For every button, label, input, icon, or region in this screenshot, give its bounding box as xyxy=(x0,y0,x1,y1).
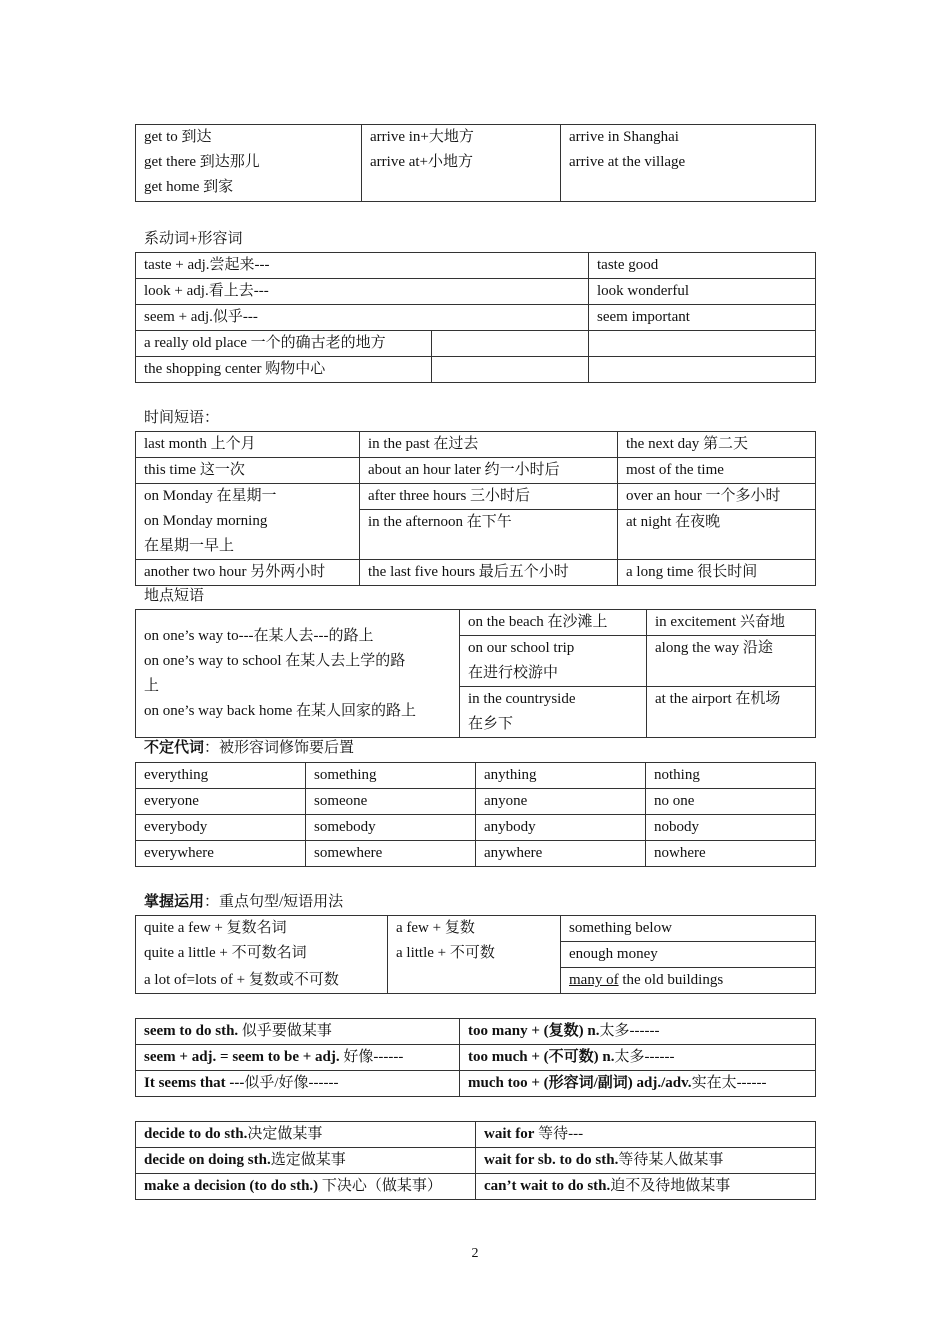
usage-table-block xyxy=(135,915,815,994)
phrase-meaning: 迫不及待地做某事 xyxy=(610,1178,731,1194)
bold-phrase: decide on doing sth. xyxy=(144,1152,271,1168)
table-cell: taste + adj.尝起来--- xyxy=(136,253,589,279)
table-cell xyxy=(460,687,647,738)
cell-line: arrive at the village xyxy=(569,154,686,170)
phrase-meaning: 好像------ xyxy=(339,1049,404,1065)
bold-phrase: much too + (形容词/副词) adj./adv. xyxy=(468,1075,692,1091)
cell-line: arrive at+小地方 xyxy=(370,154,474,170)
table-row xyxy=(136,789,816,815)
bold-phrase: decide to do sth. xyxy=(144,1126,248,1142)
pronoun-title-rest: ：被形容词修饰要后置 xyxy=(204,740,355,756)
table-cell xyxy=(136,916,388,968)
table-cell: anybody xyxy=(476,815,646,841)
bold-phrase: wait for xyxy=(484,1126,535,1142)
decide-table-block xyxy=(135,1121,815,1200)
table-row xyxy=(136,432,816,458)
seem-table-block xyxy=(135,1018,815,1097)
place-title: 地点短语 xyxy=(144,588,205,604)
table-cell: over an hour 一个多小时 xyxy=(618,484,816,510)
table-cell: this time 这一次 xyxy=(136,458,360,484)
table-cell: everywhere xyxy=(136,841,306,867)
phrase-meaning: 似乎要做某事 xyxy=(238,1023,332,1039)
bold-phrase: seem to do sth. xyxy=(144,1023,239,1039)
table-cell: nowhere xyxy=(646,841,816,867)
cell-line: on one’s way to school 在某人去上学的路 xyxy=(144,652,406,669)
place-table xyxy=(135,609,816,738)
table-cell xyxy=(136,1071,460,1097)
table-cell: someone xyxy=(306,789,476,815)
table-cell xyxy=(136,1019,460,1045)
cell-line: on one’s way back home 在某人回家的路上 xyxy=(144,702,417,719)
table-cell: seem important xyxy=(589,305,816,331)
bold-phrase: too much + (不可数) n. xyxy=(468,1049,615,1065)
phrase-meaning: 决定做某事 xyxy=(247,1126,323,1142)
cell-line: 在星期一早上 xyxy=(144,538,235,554)
table-cell xyxy=(136,1122,476,1148)
table-row xyxy=(136,1071,816,1097)
table-cell: in the past 在过去 xyxy=(360,432,618,458)
table-cell: after three hours 三小时后 xyxy=(360,484,618,510)
table-cell: the next day 第二天 xyxy=(618,432,816,458)
page-number: 2 xyxy=(471,1246,479,1261)
bold-phrase: make a decision (to do sth.) xyxy=(144,1178,319,1194)
table-row xyxy=(136,1148,816,1174)
table-cell: last month 上个月 xyxy=(136,432,360,458)
pronoun-title xyxy=(144,737,354,759)
decide-table xyxy=(135,1121,816,1200)
phrase-rest: the old buildings xyxy=(618,972,724,988)
table-cell: taste good xyxy=(589,253,816,279)
table-row xyxy=(136,305,816,331)
table-cell: anyone xyxy=(476,789,646,815)
table-cell: at the airport 在机场 xyxy=(647,687,816,738)
phrase-meaning: 太多------ xyxy=(599,1023,660,1039)
table-cell: something xyxy=(306,763,476,789)
table-cell xyxy=(460,636,647,687)
table-cell xyxy=(460,1019,816,1045)
table-cell xyxy=(476,1122,816,1148)
table-cell: on the beach 在沙滩上 xyxy=(460,610,647,636)
table-cell xyxy=(136,1148,476,1174)
phrase-meaning: 下决心（做某事） xyxy=(318,1178,442,1194)
arrive-table xyxy=(135,124,816,202)
table-row xyxy=(136,279,816,305)
cell-line: quite a few + 复数名词 xyxy=(144,920,287,936)
cell-line: get home 到家 xyxy=(144,179,234,195)
table-cell xyxy=(136,1045,460,1071)
table-row xyxy=(136,560,816,586)
pronoun-table xyxy=(135,762,816,867)
table-row xyxy=(136,484,816,510)
phrase-meaning: 似乎/好像------ xyxy=(244,1075,339,1091)
table-row xyxy=(136,331,816,357)
table-cell: everyone xyxy=(136,789,306,815)
phrase-meaning: 太多------ xyxy=(614,1049,675,1065)
table-cell xyxy=(561,968,816,994)
usage-title xyxy=(144,891,343,913)
table-cell: seem + adj.似乎--- xyxy=(136,305,589,331)
table-cell: everybody xyxy=(136,815,306,841)
bold-phrase: It seems that --- xyxy=(144,1075,245,1091)
table-cell: a long time 很长时间 xyxy=(618,560,816,586)
time-table xyxy=(135,431,816,586)
cell-line: get there 到达那儿 xyxy=(144,154,260,170)
table-row xyxy=(136,610,816,636)
table-cell: most of the time xyxy=(618,458,816,484)
table-cell: somebody xyxy=(306,815,476,841)
table-cell: no one xyxy=(646,789,816,815)
table-row xyxy=(136,1174,816,1200)
table-cell xyxy=(460,1045,816,1071)
bold-phrase: too many + (复数) n. xyxy=(468,1023,600,1039)
usage-title-bold: 掌握运用 xyxy=(144,894,205,910)
table-cell: in excitement 兴奋地 xyxy=(647,610,816,636)
time-title: 时间短语： xyxy=(144,410,220,426)
linking-table xyxy=(135,252,816,383)
underlined-phrase: many of xyxy=(569,972,619,988)
table-cell: somewhere xyxy=(306,841,476,867)
table-row xyxy=(136,841,816,867)
table-row xyxy=(136,1045,816,1071)
cell-line: on one’s way to---在某人去---的路上 xyxy=(144,627,374,644)
table-row xyxy=(136,253,816,279)
cell-line: get to 到达 xyxy=(144,129,212,145)
place-table-block xyxy=(135,609,815,738)
table-cell xyxy=(589,357,816,383)
table-cell: everything xyxy=(136,763,306,789)
linking-table-block xyxy=(135,252,815,383)
table-cell: the last five hours 最后五个小时 xyxy=(360,560,618,586)
table-cell xyxy=(136,610,460,738)
table-cell: in the afternoon 在下午 xyxy=(360,510,618,560)
cell-line: arrive in+大地方 xyxy=(370,129,474,145)
cell-line: in the countryside xyxy=(468,691,576,707)
pronoun-title-bold: 不定代词 xyxy=(144,740,205,756)
table-cell: look wonderful xyxy=(589,279,816,305)
table-cell: look + adj.看上去--- xyxy=(136,279,589,305)
cell-line: on Monday morning xyxy=(144,513,268,529)
table-cell: nothing xyxy=(646,763,816,789)
table-cell: along the way 沿途 xyxy=(647,636,816,687)
time-table-block xyxy=(135,431,815,586)
table-cell: at night 在夜晚 xyxy=(618,510,816,560)
cell-line: arrive in Shanghai xyxy=(569,129,679,145)
table-cell xyxy=(561,125,816,202)
bold-phrase: seem + adj. = seem to be + adj. xyxy=(144,1049,340,1065)
cell-line: on Monday 在星期一 xyxy=(144,488,277,504)
usage-table xyxy=(135,915,816,994)
table-cell xyxy=(432,331,589,357)
usage-title-rest: ：重点句型/短语用法 xyxy=(204,894,344,910)
linking-title: 系动词+形容词 xyxy=(144,231,243,247)
bold-phrase: wait for sb. to do sth. xyxy=(484,1152,619,1168)
table-row xyxy=(136,125,816,202)
phrase-meaning: 等待--- xyxy=(534,1126,584,1142)
cell-line: a little + 不可数 xyxy=(396,945,495,961)
table-cell: another two hour 另外两小时 xyxy=(136,560,360,586)
cell-line: a few + 复数 xyxy=(396,920,475,936)
cell-line: on our school trip xyxy=(468,640,575,656)
cell-line: 上 xyxy=(144,677,160,694)
table-row xyxy=(136,1019,816,1045)
table-cell xyxy=(476,1174,816,1200)
table-row xyxy=(136,916,816,942)
table-cell: the shopping center 购物中心 xyxy=(136,357,432,383)
table-cell: anything xyxy=(476,763,646,789)
table-cell xyxy=(476,1148,816,1174)
table-row xyxy=(136,357,816,383)
phrase-meaning: 选定做某事 xyxy=(270,1152,346,1168)
pronoun-table-block xyxy=(135,762,815,867)
phrase-meaning: 等待某人做某事 xyxy=(618,1152,724,1168)
arrive-table-block xyxy=(135,124,815,202)
table-cell xyxy=(460,1071,816,1097)
table-cell xyxy=(362,125,561,202)
table-row xyxy=(136,815,816,841)
table-cell: about an hour later 约一小时后 xyxy=(360,458,618,484)
bold-phrase: can’t wait to do sth. xyxy=(484,1178,611,1194)
table-row xyxy=(136,458,816,484)
table-cell: a lot of=lots of + 复数或不可数 xyxy=(136,968,388,994)
phrase-meaning: 实在太------ xyxy=(691,1075,767,1091)
table-cell xyxy=(432,357,589,383)
cell-line: 在进行校游中 xyxy=(468,665,559,681)
table-cell: nobody xyxy=(646,815,816,841)
table-cell: something below xyxy=(561,916,816,942)
table-cell: a really old place 一个的确古老的地方 xyxy=(136,331,432,357)
table-cell xyxy=(388,916,561,994)
table-row xyxy=(136,763,816,789)
cell-line: 在乡下 xyxy=(468,716,514,732)
table-cell xyxy=(136,125,362,202)
seem-table xyxy=(135,1018,816,1097)
table-cell xyxy=(136,484,360,560)
table-cell xyxy=(589,331,816,357)
cell-line: quite a little + 不可数名词 xyxy=(144,945,307,961)
table-cell: enough money xyxy=(561,942,816,968)
table-row xyxy=(136,1122,816,1148)
table-cell xyxy=(136,1174,476,1200)
table-cell: anywhere xyxy=(476,841,646,867)
